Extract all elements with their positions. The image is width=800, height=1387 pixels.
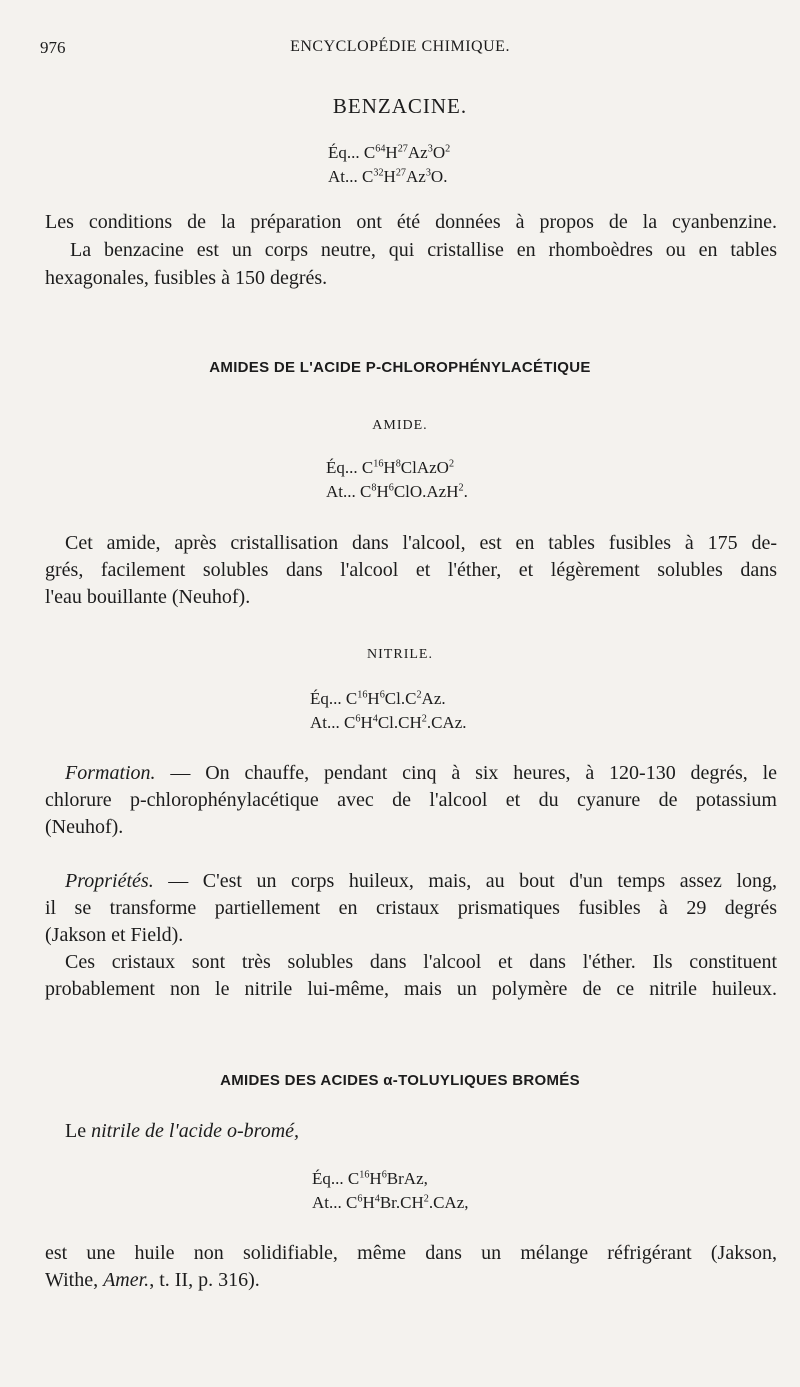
- formula-sup: 4: [372, 713, 378, 725]
- formula-sup: 27: [397, 143, 408, 155]
- formula-part: C: [345, 689, 358, 708]
- formula-sup: 16: [373, 458, 384, 470]
- formula-part: Br.CH: [379, 1193, 424, 1212]
- formula-part: O.: [430, 167, 448, 186]
- formation-line: [65, 760, 777, 786]
- formula-part: H: [369, 1169, 382, 1188]
- formation-label: Formation.: [65, 762, 156, 784]
- formula-sup: 8: [395, 458, 401, 470]
- paragraph-line: il se transforme partiellement en cristaux prismatiques fusibles à 29 degrés: [45, 897, 777, 919]
- formula-eq-amide: [326, 458, 454, 478]
- formula-part: .: [463, 482, 468, 501]
- subheading-amide: AMIDE.: [372, 418, 428, 433]
- formula-sup: 2: [445, 143, 451, 155]
- formula-part: Az: [406, 167, 426, 186]
- formula-eq-nitrile: [310, 689, 446, 709]
- formula-sup: 6: [388, 482, 394, 494]
- formula-sup: 2: [421, 713, 427, 725]
- intro-plain: Le: [65, 1120, 92, 1142]
- closing-line: [45, 1267, 777, 1293]
- formula-part: C: [344, 713, 356, 732]
- formula-sup: 16: [357, 689, 368, 701]
- formula-part: C: [362, 167, 374, 186]
- formula-sup: 16: [359, 1169, 370, 1181]
- page-number: 976: [40, 38, 66, 57]
- proprietes-label: Propriétés.: [65, 870, 154, 892]
- formula-sup: 8: [371, 482, 377, 494]
- formula-at-bromo: [312, 1193, 469, 1213]
- formula-sup: 2: [423, 1193, 429, 1205]
- formula-part: H: [360, 713, 373, 732]
- intro-line: [65, 1118, 797, 1144]
- paragraph-line: (Jakson et Field).: [45, 924, 184, 946]
- formula-eq-benzacine: [328, 143, 450, 163]
- formula-label: Éq...: [326, 458, 362, 477]
- paragraph-line: hexagonales, fusibles à 150 degrés.: [45, 267, 328, 289]
- formula-eq-bromo: [312, 1169, 428, 1189]
- paragraph-line: La benzacine est un corps neutre, qui cristallise en rhomboèdres ou en tables: [70, 239, 777, 261]
- formula-part: H: [376, 482, 389, 501]
- formula-part: .CAz.: [426, 713, 467, 732]
- running-head: ENCYCLOPÉDIE CHIMIQUE.: [290, 38, 510, 55]
- formula-part: C: [346, 1193, 358, 1212]
- formula-part: O: [432, 143, 446, 162]
- formula-at-benzacine: [328, 167, 447, 187]
- formula-part: H: [383, 458, 396, 477]
- formula-label: At...: [326, 482, 360, 501]
- subheading-nitrile: NITRILE.: [367, 647, 433, 662]
- formula-label: At...: [310, 713, 344, 732]
- formula-sup: 3: [427, 143, 433, 155]
- formula-sup: 6: [381, 1169, 387, 1181]
- paragraph-line: l'eau bouillante (Neuhof).: [45, 586, 251, 608]
- section-title-benzacine: BENZACINE.: [332, 94, 468, 118]
- formula-sup: 32: [373, 167, 384, 179]
- paragraph-line: Cet amide, après cristallisation dans l'alcool, est en tables fusibles à 175 de-: [65, 532, 777, 554]
- paragraph-line: Les conditions de la préparation ont été données à propos de la cyanbenzine.: [45, 211, 777, 233]
- formula-part: C: [361, 458, 374, 477]
- formula-at-amide: [326, 482, 468, 502]
- formula-part: H: [362, 1193, 375, 1212]
- formula-sup: 2: [458, 482, 464, 494]
- formula-label: At...: [312, 1193, 346, 1212]
- journal-ref: Amer.: [103, 1269, 150, 1291]
- formula-part: H: [383, 167, 396, 186]
- formula-part: H: [385, 143, 398, 162]
- formula-part: Cl.C: [384, 689, 417, 708]
- paragraph-line: chlorure p-chlorophénylacétique avec de l'alcool et du cyanure de potassium: [45, 789, 777, 811]
- formula-part: Cl.CH: [377, 713, 422, 732]
- formula-label: Éq...: [328, 143, 364, 162]
- closing-plain: Withe,: [45, 1269, 104, 1291]
- formula-part: C: [360, 482, 372, 501]
- proprietes-line: [65, 868, 777, 894]
- formula-sup: 2: [416, 689, 422, 701]
- paragraph-line: probablement non le nitrile lui-même, mais un polymère de ce nitrile huileux.: [45, 978, 777, 1000]
- formula-part: C: [363, 143, 376, 162]
- formula-sup: 6: [355, 713, 361, 725]
- intro-italic: nitrile de l'acide o-bromé,: [91, 1120, 300, 1142]
- formula-part: ClO.AzH: [393, 482, 459, 501]
- section-title-chlorophenylacetique: AMIDES DE L'ACIDE P-CHLOROPHÉNYLACÉTIQUE: [209, 359, 591, 376]
- formula-part: C: [347, 1169, 360, 1188]
- formula-sup: 4: [374, 1193, 380, 1205]
- closing-rest: , t. II, p. 316).: [149, 1269, 260, 1291]
- formula-part: Az: [407, 143, 428, 162]
- paragraph-line: Ces cristaux sont très solubles dans l'alcool et dans l'éther. Ils constituent: [65, 951, 777, 973]
- formula-sup: 3: [425, 167, 431, 179]
- formula-label: At...: [328, 167, 362, 186]
- formation-text: — On chauffe, pendant cinq à six heures, à 120-130 degrés, le: [155, 762, 777, 784]
- formula-sup: 2: [448, 458, 455, 470]
- formula-part: H: [367, 689, 380, 708]
- formula-sup: 6: [357, 1193, 363, 1205]
- section-title-toluyliques: AMIDES DES ACIDES α-TOLUYLIQUES BROMÉS: [220, 1072, 580, 1089]
- formula-part: BrAz,: [386, 1169, 428, 1188]
- formula-sup: 27: [395, 167, 406, 179]
- paragraph-line: grés, facilement solubles dans l'alcool et l'éther, et légèrement solubles dans: [45, 559, 777, 581]
- formula-part: ClAzO: [400, 458, 449, 477]
- formula-sup: 64: [375, 143, 386, 155]
- formula-sup: 6: [379, 689, 385, 701]
- formula-label: Éq...: [310, 689, 346, 708]
- paragraph-line: (Neuhof).: [45, 816, 124, 838]
- paragraph-line: est une huile non solidifiable, même dans un mélange réfrigérant (Jakson,: [45, 1242, 777, 1264]
- formula-label: Éq...: [312, 1169, 348, 1188]
- proprietes-text: — C'est un corps huileux, mais, au bout d'un temps assez long,: [153, 870, 777, 892]
- formula-part: .CAz,: [428, 1193, 469, 1212]
- formula-part: Az.: [421, 689, 446, 708]
- formula-at-nitrile: [310, 713, 467, 733]
